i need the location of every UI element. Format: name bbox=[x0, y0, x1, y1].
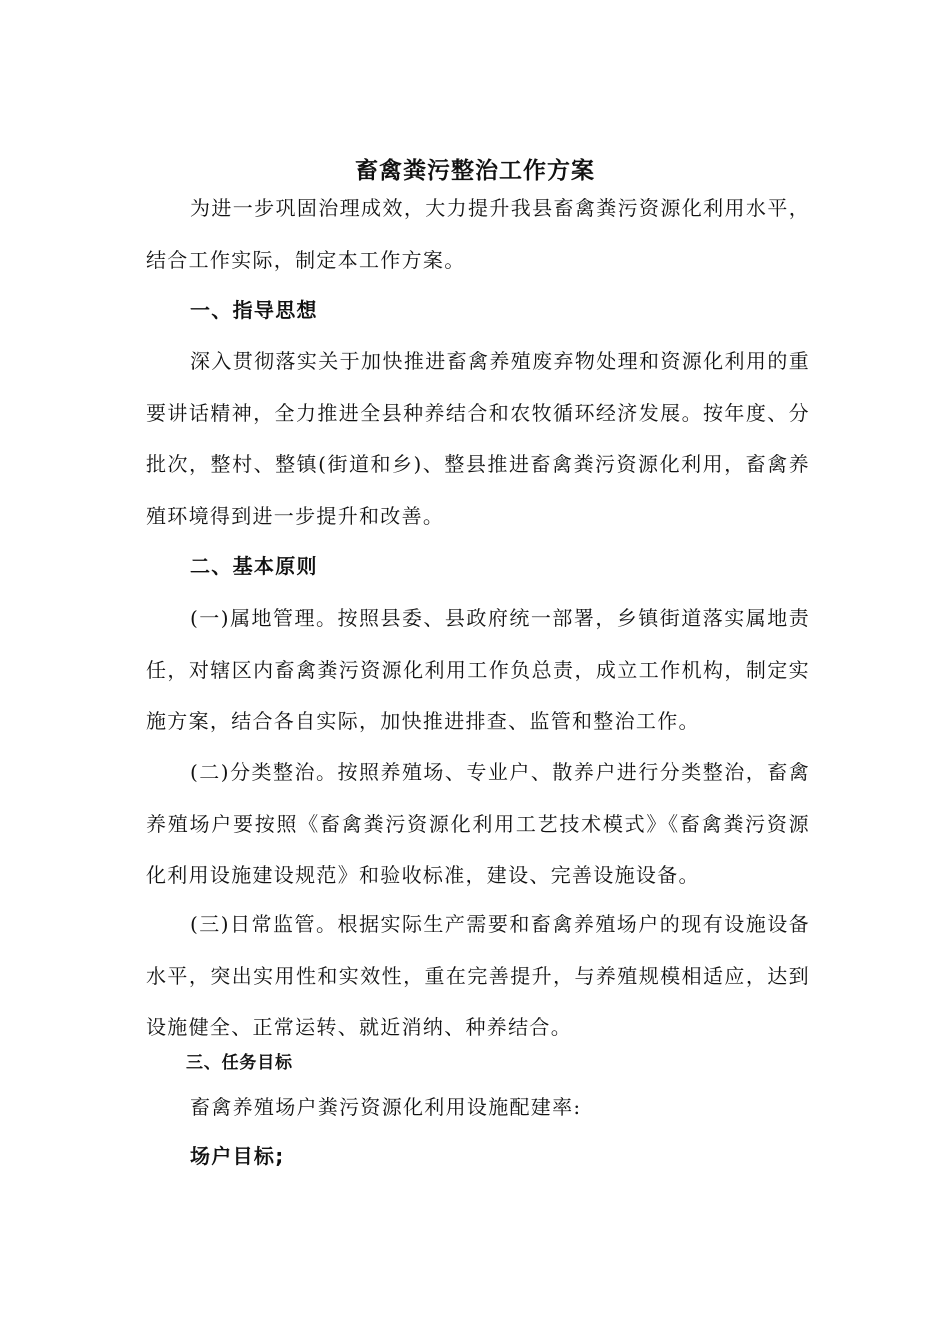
task-targets-paragraph: 畜禽养殖场户粪污资源化利用设施配建率: bbox=[190, 1095, 582, 1119]
principle-daily-supervision: (三)日常监管。根据实际生产需要和畜禽养殖场户的现有设施设备水平，突出实用性和实效性，重在完善提升，与养殖规模相适应，达到设施健全、正常运转、就近消纳、种养结合。 bbox=[146, 912, 810, 1039]
section-heading-task-targets: 三、任务目标 bbox=[186, 1053, 293, 1073]
section-heading-guiding-thought: 一、指导思想 bbox=[190, 298, 318, 322]
document-title: 畜禽粪污整治工作方案 bbox=[355, 158, 595, 185]
intro-paragraph: 为进一步巩固治理成效，大力提升我县畜禽粪污资源化利用水平，结合工作实际，制定本工作方案。 bbox=[146, 196, 810, 272]
principle-territorial-management: (一)属地管理。按照县委、县政府统一部署，乡镇街道落实属地责任，对辖区内畜禽粪污资源化利用工作负总责，成立工作机构，制定实施方案，结合各自实际，加快推进排查、监管和整治工作。 bbox=[146, 606, 810, 733]
principle-classified-remediation: (二)分类整治。按照养殖场、专业户、散养户进行分类整治，畜禽养殖场户要按照《畜禽粪污资源化利用工艺技术模式》《畜禽粪污资源化利用设施建设规范》和验收标准，建设、完善设施设备。 bbox=[146, 760, 810, 887]
section-heading-basic-principles: 二、基本原则 bbox=[190, 554, 318, 578]
guiding-thought-paragraph: 深入贯彻落实关于加快推进畜禽养殖废弃物处理和资源化利用的重要讲话精神，全力推进全县种养结合和农牧循环经济发展。按年度、分批次，整村、整镇(街道和乡)、整县推进畜禽粪污资源化利用，畜禽养殖环境得到进一步提升和改善。 bbox=[146, 349, 810, 528]
farm-targets-subheading: 场户目标; bbox=[190, 1144, 285, 1168]
